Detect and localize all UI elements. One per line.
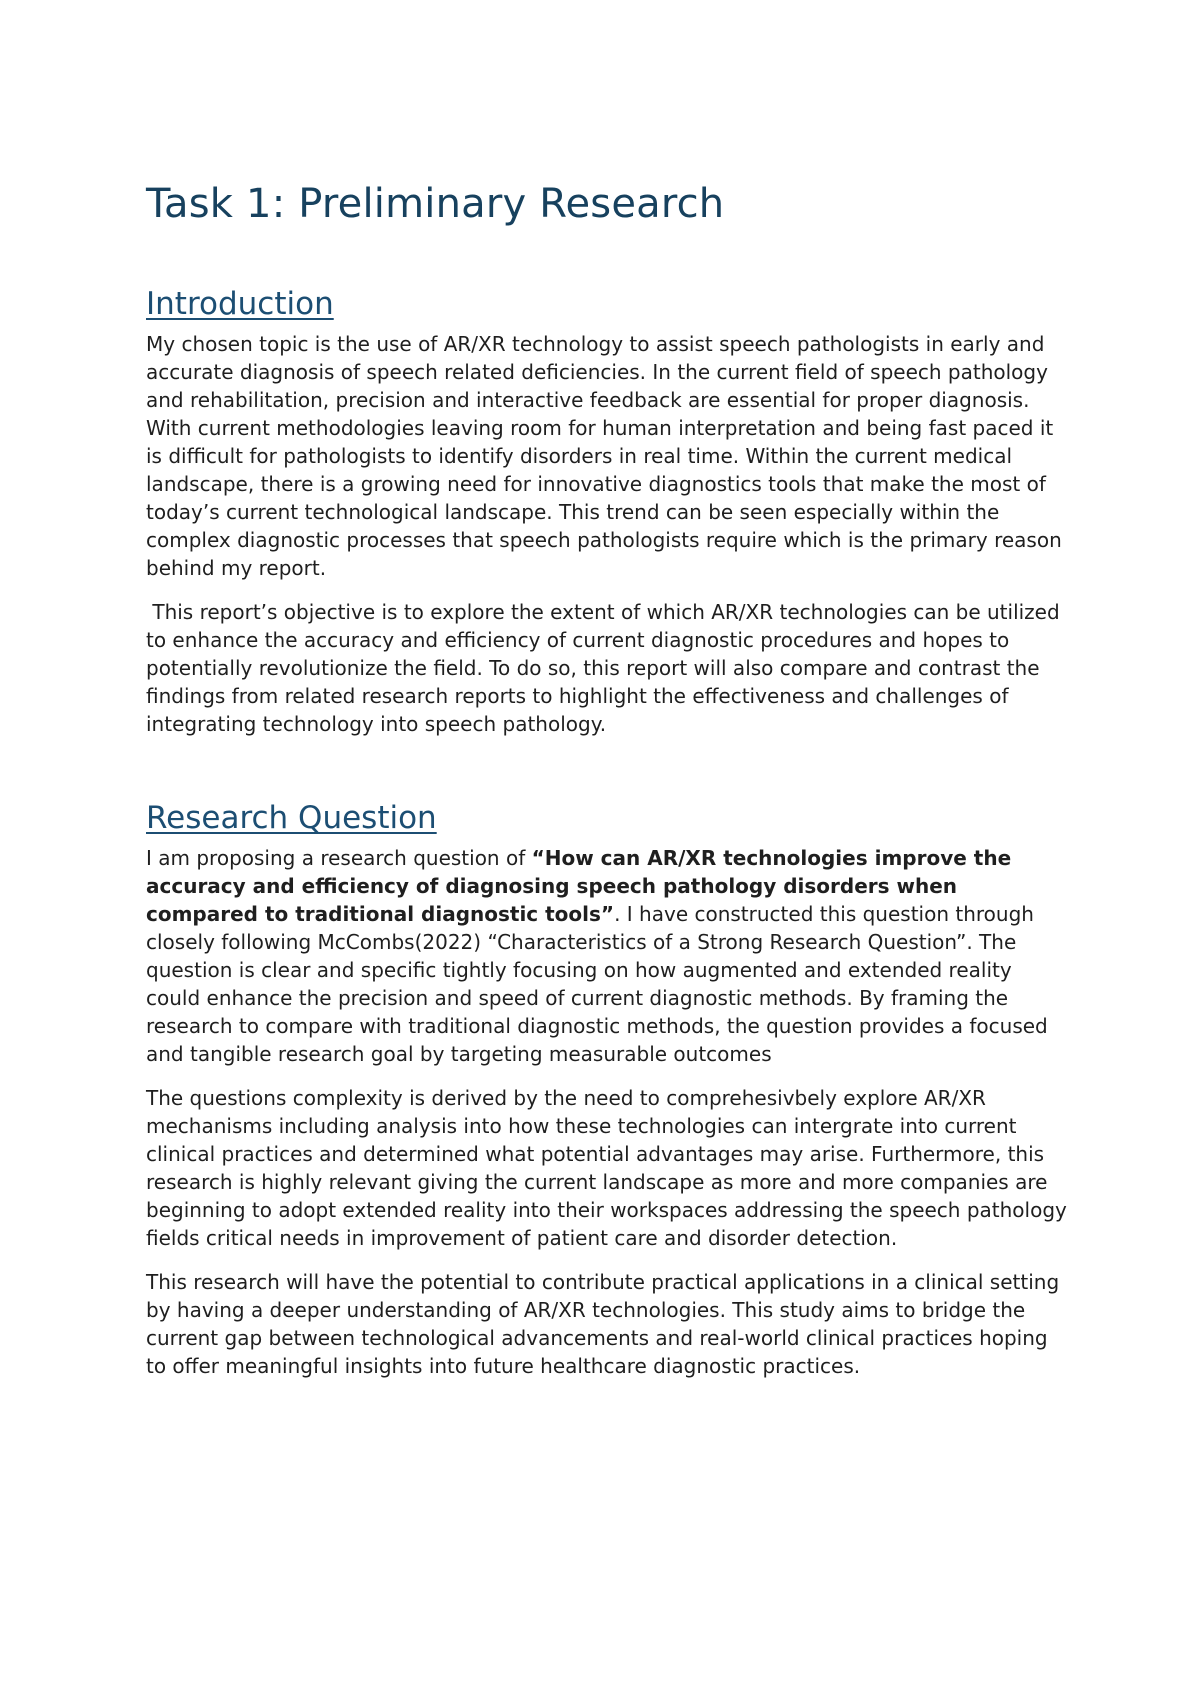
document-title: Task 1: Preliminary Research [146,181,725,227]
intro-paragraph-1: My chosen topic is the use of AR/XR technology to assist speech pathologists in early and accurate diagnosis of speech related deficiencies. In the current field of speech pathology and rehabilitation, precision and interactive feedback are essential for proper diagnosis. With current methodologies leaving room for human interpretation and being fast paced it is difficult for pathologists to identify disorders in real time. Within the current medical landscape, there is a growing need for innovative diagnostics tools that make the most of today’s current technological landscape. This trend can be seen especially within the complex diagnostic processes that speech pathologists require which is the primary reason behind my report. [146,332,1062,580]
section-spacer [146,754,1071,798]
research-paragraph-2: The questions complexity is derived by the need to comprehesivbely explore AR/XR mechanisms including analysis into how these technologies can intergrate into current clinical practices and determined what potential advantages may arise. Furthermore, this research is highly relevant giving the current landscape as more and more companies are beginning to adopt extended reality into their workspaces addressing the speech pathology fields critical needs in improvement of patient care and disorder detection. [146,1086,1067,1250]
question-intro-text: I am proposing a research question of [146,846,532,870]
research-paragraph-3: This research will have the potential to contribute practical applications in a clinical setting by having a deeper understanding of AR/XR technologies. This study aims to bridge the current gap between technological advancements and real-world clinical practices hoping to offer meaningful insights into future healthcare diagnostic practices. [146,1270,1060,1378]
research-question-paragraph [146,844,1071,1068]
question-followup-text: . I have constructed this question through closely following McCombs(2022) “Characteristics of a Strong Research Question”. The question is clear and specific tightly focusing on how augmented and extended reality could enhance the precision and speed of current diagnostic methods. By framing the research to compare with traditional diagnostic methods, the question provides a focused and tangible research goal by targeting measurable outcomes [146,902,1048,1066]
research-question-bold: “How can AR/XR technologies improve the accuracy and efficiency of diagnosing speech pathology disorders when compared to traditional diagnostic tools” [146,846,1012,926]
document-page [146,180,1071,1396]
section-heading-introduction: Introduction [146,286,334,322]
section-heading-research-question: Research Question [146,800,437,836]
intro-paragraph-2: This report’s objective is to explore the extent of which AR/XR technologies can be utilized to enhance the accuracy and efficiency of current diagnostic procedures and hopes to potentially revolutionize the field. To do so, this report will also compare and contrast the findings from related research reports to highlight the effectiveness and challenges of integrating technology into speech pathology. [146,600,1067,736]
